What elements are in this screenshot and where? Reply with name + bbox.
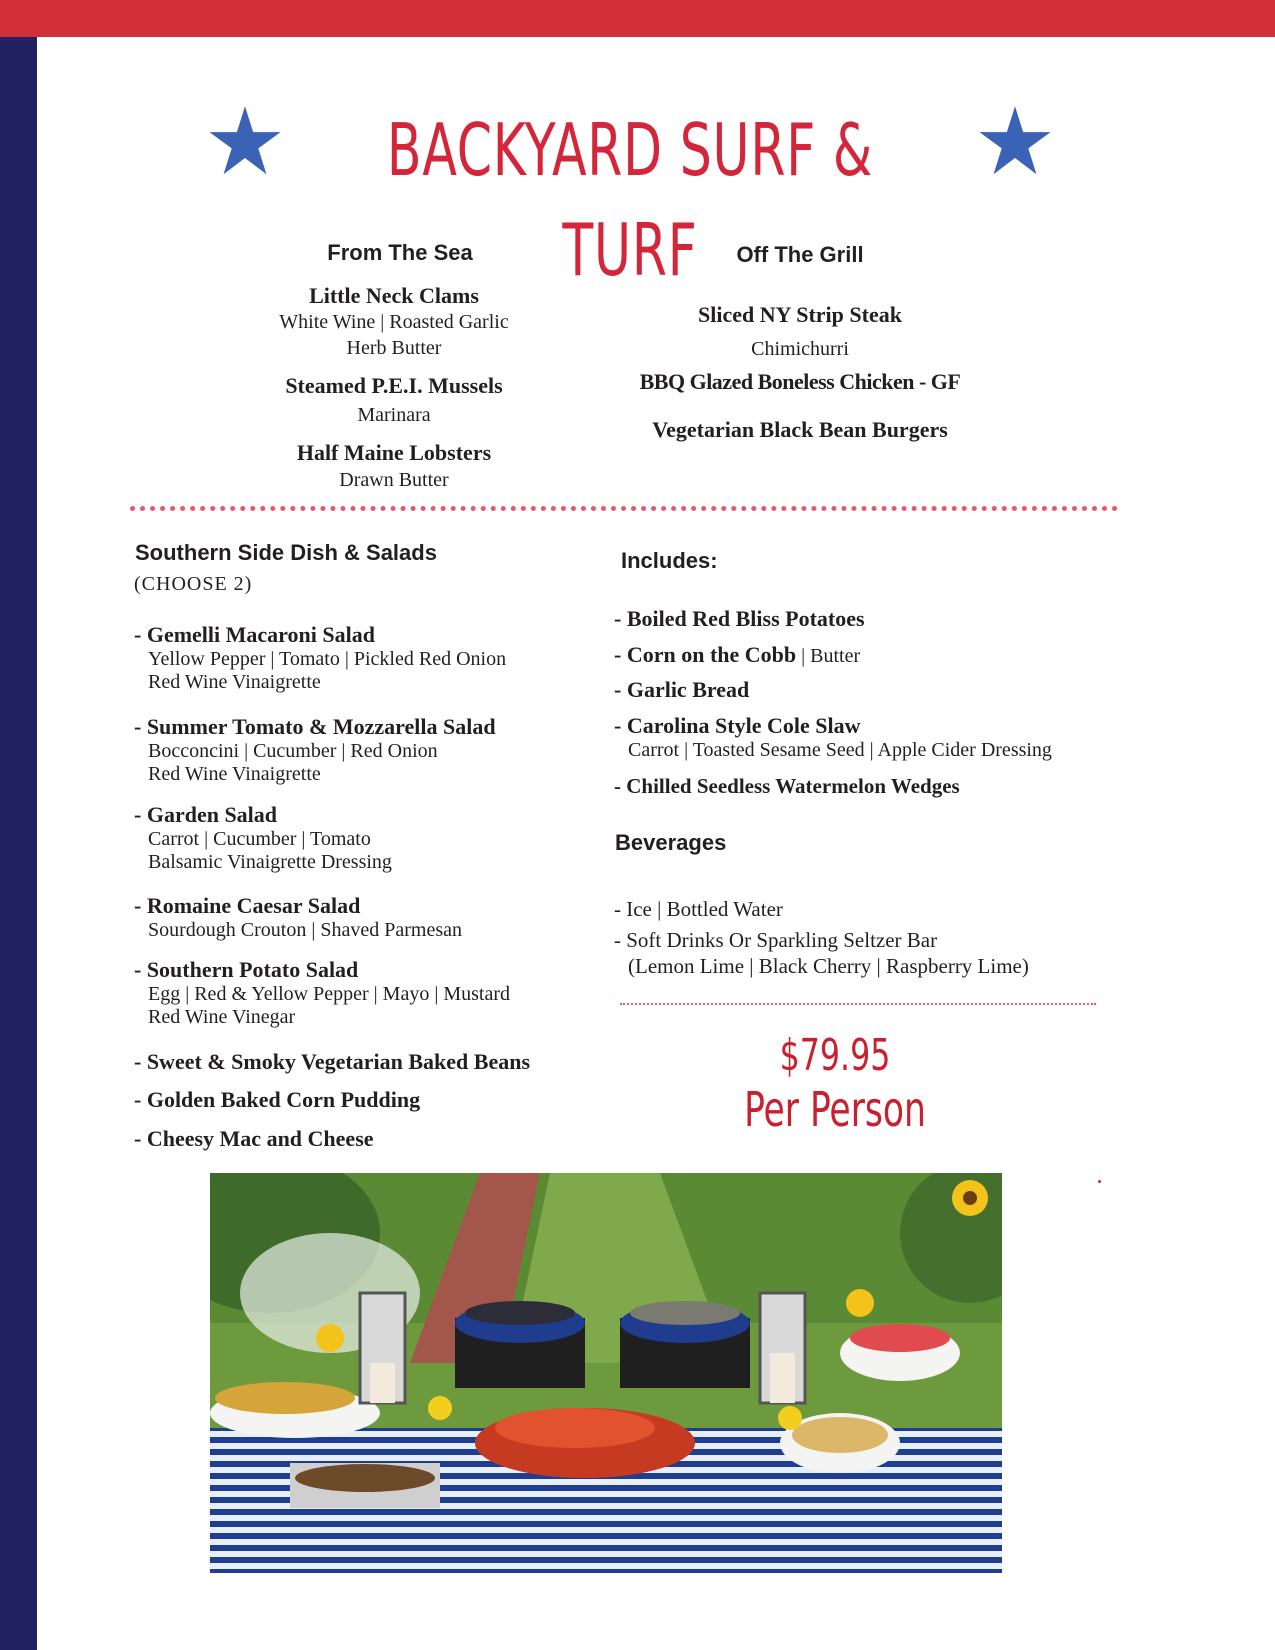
item-name: - Gemelli Macaroni Salad	[134, 622, 375, 647]
beverage-line: - Ice | Bottled Water	[614, 897, 783, 921]
sides-heading: Southern Side Dish & Salads	[135, 540, 437, 565]
beverage-line: - Soft Drinks Or Sparkling Seltzer Bar	[614, 928, 938, 952]
item-desc: Yellow Pepper | Tomato | Pickled Red Onion	[148, 648, 507, 670]
item-desc: Sourdough Crouton | Shaved Parmesan	[148, 919, 462, 941]
top-red-bar	[0, 0, 1275, 37]
page-title: BACKYARD SURF & TURF	[386, 108, 874, 292]
list-item	[134, 714, 496, 786]
list-item	[614, 677, 749, 703]
list-item	[614, 713, 1052, 762]
item-desc: Carrot | Toasted Sesame Seed | Apple Cider Dressing	[628, 739, 1052, 761]
list-item	[134, 1087, 420, 1113]
buffet-photo	[210, 1173, 1002, 1573]
item-name: - Sweet & Smoky Vegetarian Baked Beans	[134, 1049, 531, 1074]
price-block	[727, 1030, 943, 1138]
includes-heading: Includes:	[621, 548, 718, 573]
item-name: - Cheesy Mac and Cheese	[134, 1126, 374, 1151]
list-item	[134, 622, 506, 694]
item-desc: Egg | Red & Yellow Pepper | Mayo | Mustard	[148, 983, 510, 1005]
item-desc: Red Wine Vinaigrette	[148, 763, 321, 785]
off-grill-list	[620, 302, 980, 443]
dotted-divider	[130, 506, 1118, 511]
decorative-dot	[1098, 1180, 1101, 1183]
price-unit: Per Person	[744, 1082, 926, 1138]
list-item	[134, 1126, 374, 1152]
list-item	[614, 642, 860, 668]
dish-name: Vegetarian Black Bean Burgers	[652, 417, 948, 442]
dish-name: Little Neck Clams	[309, 283, 479, 308]
item-name: - Chilled Seedless Watermelon Wedges	[614, 774, 960, 798]
list-item	[134, 893, 462, 942]
dish-desc: Drawn Butter	[339, 469, 449, 491]
item-desc: | Butter	[796, 645, 861, 667]
item-desc: Balsamic Vinaigrette Dressing	[148, 851, 392, 873]
price-amount: $79.95	[779, 1030, 891, 1081]
choose-note: (CHOOSE 2)	[134, 573, 253, 595]
dish-desc: Herb Butter	[346, 337, 442, 359]
item-desc: Bocconcini | Cucumber | Red Onion	[148, 740, 438, 762]
dish-desc: Chimichurri	[751, 338, 849, 360]
dish-name: Half Maine Lobsters	[296, 440, 492, 465]
item-name: - Southern Potato Salad	[134, 957, 359, 982]
item-name: - Garlic Bread	[614, 677, 750, 702]
item-desc: Red Wine Vinaigrette	[148, 671, 321, 693]
dish-name: BBQ Glazed Boneless Chicken - GF	[639, 369, 961, 394]
beverage-line: (Lemon Lime | Black Cherry | Raspberry Lime)	[628, 954, 1029, 978]
star-icon	[978, 104, 1052, 178]
dish-desc: White Wine | Roasted Garlic	[279, 311, 509, 333]
item-desc: Carrot | Cucumber | Tomato	[148, 828, 371, 850]
dotted-divider	[620, 1003, 1096, 1005]
dish-name: Sliced NY Strip Steak	[698, 302, 902, 327]
item-name: - Carolina Style Cole Slaw	[614, 713, 861, 738]
item-name: - Boiled Red Bliss Potatoes	[614, 606, 865, 631]
item-name: - Romaine Caesar Salad	[134, 893, 361, 918]
list-item	[614, 606, 865, 632]
item-desc: Red Wine Vinegar	[148, 1006, 296, 1028]
list-item	[134, 1049, 530, 1075]
list-item	[134, 957, 510, 1029]
item-name: - Corn on the Cobb	[614, 642, 797, 667]
left-navy-bar	[0, 37, 37, 1650]
item-name: - Golden Baked Corn Pudding	[134, 1087, 421, 1112]
list-item	[134, 802, 392, 874]
dish-name: Steamed P.E.I. Mussels	[285, 373, 503, 398]
beverages-heading: Beverages	[615, 830, 727, 855]
from-sea-heading: From The Sea	[327, 240, 473, 265]
item-name: - Summer Tomato & Mozzarella Salad	[134, 714, 496, 739]
star-icon	[208, 104, 282, 178]
from-sea-list	[232, 283, 556, 492]
list-item	[614, 774, 960, 799]
item-name: - Garden Salad	[134, 802, 278, 827]
dish-desc: Marinara	[357, 404, 431, 426]
off-grill-heading: Off The Grill	[736, 242, 864, 267]
